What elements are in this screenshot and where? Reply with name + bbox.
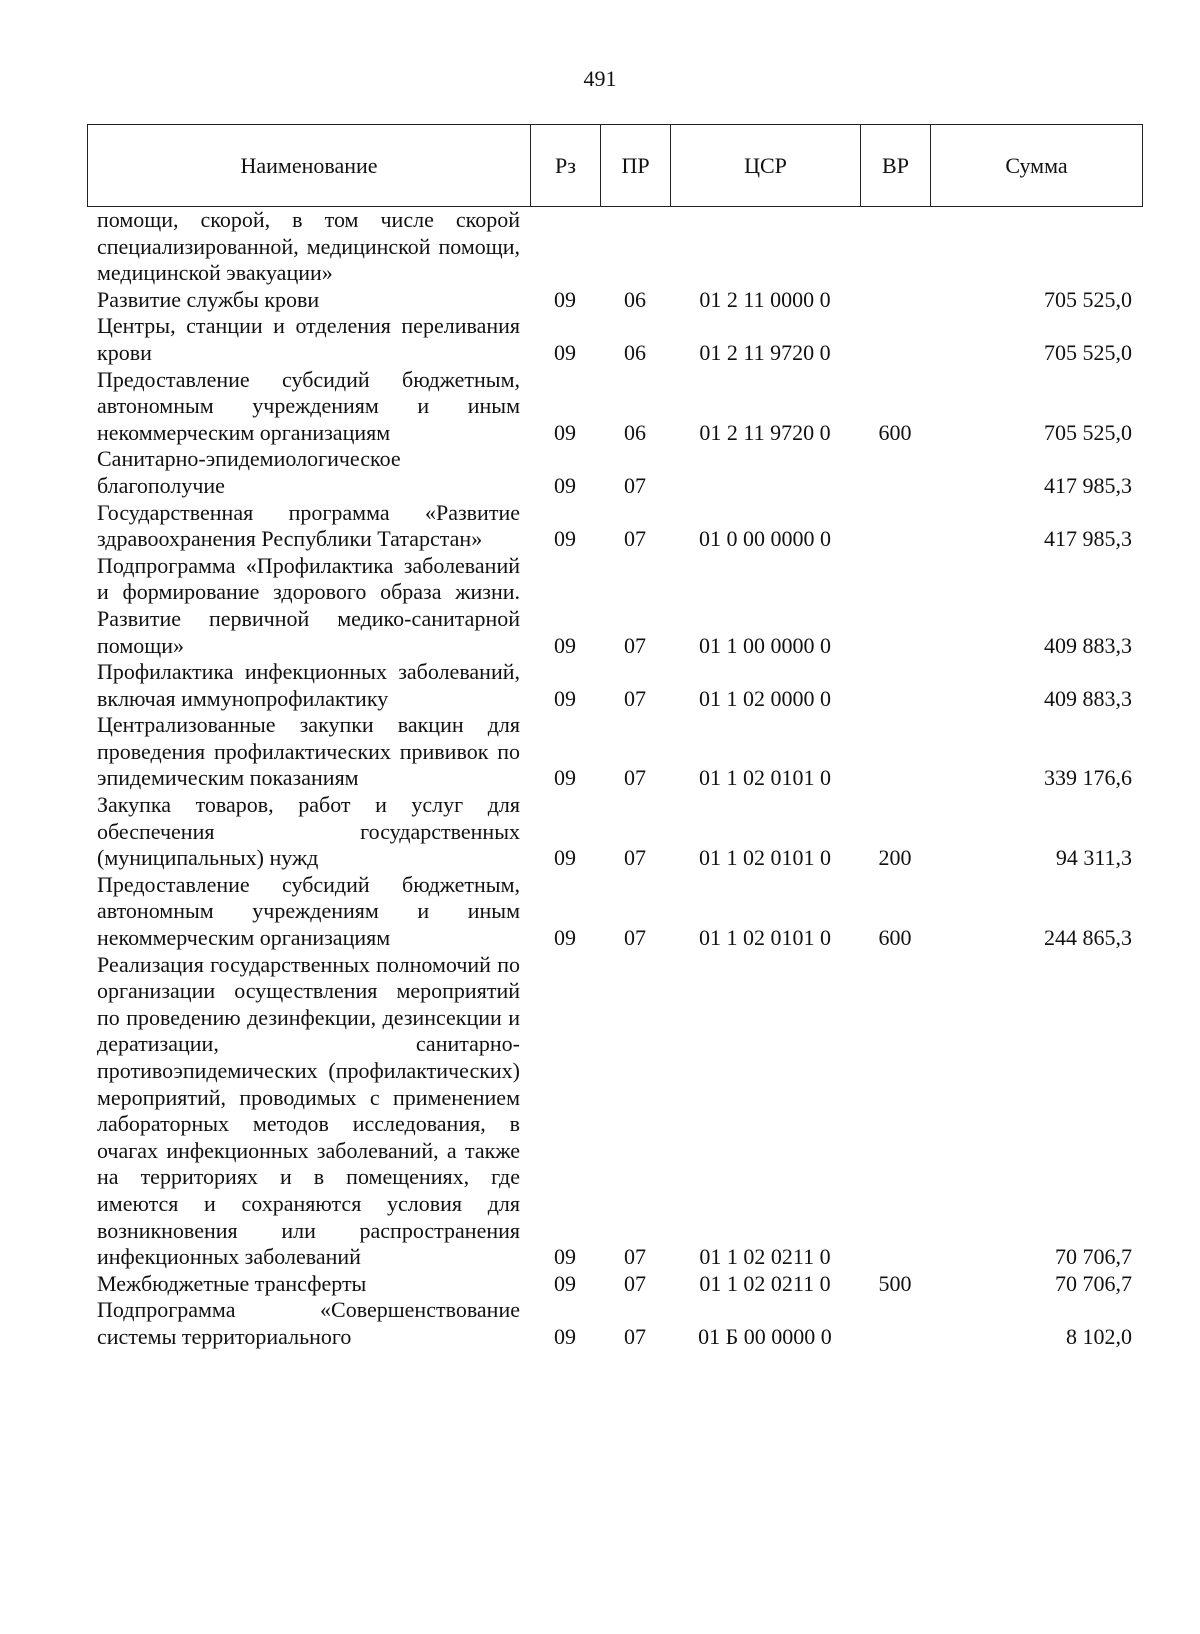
cell-name: Межбюджетные трансферты — [97, 1270, 367, 1296]
cell-pr: 07 — [624, 845, 646, 871]
cell-rz: 09 — [554, 1323, 576, 1349]
cell-sum: 417 985,3 — [1044, 472, 1132, 498]
cell-sum: 705 525,0 — [1044, 419, 1132, 445]
cell-csr: 01 2 11 0000 0 — [699, 286, 831, 312]
cell-rz: 09 — [554, 685, 576, 711]
table-row — [87, 712, 1142, 792]
cell-vr — [860, 313, 930, 366]
cell-vr: 600 — [878, 925, 912, 951]
table-row — [87, 287, 1142, 314]
page-number: 491 — [583, 66, 617, 91]
cell-pr: 07 — [624, 685, 646, 711]
cell-csr: 01 1 02 0101 0 — [699, 845, 831, 871]
cell-vr — [860, 712, 930, 792]
cell-sum: 705 525,0 — [1044, 339, 1132, 365]
cell-sum: 339 176,6 — [1044, 765, 1132, 791]
cell-sum: 8 102,0 — [1066, 1323, 1132, 1349]
cell-name: Санитарно-эпидемиологическое благополучие — [97, 446, 401, 498]
cell-sum: 409 883,3 — [1044, 685, 1132, 711]
cell-rz: 09 — [554, 472, 576, 498]
cell-vr — [860, 287, 930, 314]
table-row — [87, 367, 1142, 447]
cell-pr: 07 — [624, 1323, 646, 1349]
table-row — [87, 872, 1142, 952]
table-row — [87, 553, 1142, 659]
cell-rz: 09 — [554, 1270, 576, 1296]
cell-sum: 417 985,3 — [1044, 526, 1132, 552]
cell-sum: 94 311,3 — [1055, 845, 1132, 871]
column-header-sum: Сумма — [931, 125, 1143, 207]
cell-vr: 500 — [878, 1270, 912, 1296]
cell-pr: 06 — [624, 419, 646, 445]
cell-vr — [860, 1297, 930, 1350]
cell-rz: 09 — [554, 286, 576, 312]
cell-vr: 200 — [878, 845, 912, 871]
cell-pr: 06 — [624, 339, 646, 365]
cell-pr: 07 — [624, 1244, 646, 1270]
cell-pr — [600, 207, 670, 287]
cell-csr: 01 Б 00 0000 0 — [698, 1323, 832, 1349]
cell-name: Централизованные закупки вакцин для проведения профилактических прививок по эпидемическим показаниям — [97, 712, 520, 791]
cell-name: Государственная программа «Развитие здравоохранения Республики Татарстан» — [97, 499, 520, 552]
table-header — [87, 124, 1143, 207]
cell-name: Предоставление субсидий бюджетным, автономным учреждениям и иным некоммерческим организациям — [97, 366, 520, 445]
column-header-rz: Рз — [531, 125, 601, 207]
table-row — [87, 1271, 1142, 1298]
table-row — [87, 659, 1142, 712]
table-row — [87, 313, 1142, 366]
cell-csr: 01 1 02 0211 0 — [699, 1244, 831, 1270]
cell-csr: 01 1 02 0101 0 — [699, 765, 831, 791]
cell-rz: 09 — [554, 845, 576, 871]
cell-rz: 09 — [554, 339, 576, 365]
column-header-name: Наименование — [88, 125, 531, 207]
cell-pr: 07 — [624, 1270, 646, 1296]
cell-csr: 01 1 00 0000 0 — [699, 632, 831, 658]
cell-name: Развитие службы крови — [97, 286, 320, 312]
table-row — [87, 500, 1142, 553]
cell-name: Подпрограмма «Совершенствование системы территориального — [97, 1297, 520, 1349]
cell-csr — [670, 207, 860, 287]
cell-vr: 600 — [878, 419, 912, 445]
cell-name: Реализация государственных полномочий по организации осуществления мероприятий по проведению дезинфекции, дезинсекции и дератизации, санитарно-противоэпидемических (профилактических) мероприятий, проводимых с применением лабораторных методов исследования, в очагах инфекционных заболеваний, а также на территориях и в помещениях, где имеются и сохраняются условия для возникновения или распространения инфекционных заболеваний — [97, 951, 520, 1270]
column-header-pr: ПР — [601, 125, 671, 207]
cell-vr — [860, 659, 930, 712]
cell-pr: 07 — [624, 632, 646, 658]
cell-csr: 01 2 11 9720 0 — [699, 339, 831, 365]
cell-sum: 409 883,3 — [1044, 632, 1132, 658]
table-row — [87, 952, 1142, 1271]
column-header-csr: ЦСР — [671, 125, 861, 207]
cell-sum: 244 865,3 — [1044, 925, 1132, 951]
cell-csr: 01 2 11 9720 0 — [699, 419, 831, 445]
cell-rz: 09 — [554, 925, 576, 951]
cell-pr: 07 — [624, 765, 646, 791]
cell-csr: 01 0 00 0000 0 — [699, 526, 831, 552]
cell-sum: 705 525,0 — [1044, 286, 1132, 312]
table-row — [87, 446, 1142, 499]
cell-name: Предоставление субсидий бюджетным, автономным учреждениям и иным некоммерческим организациям — [97, 871, 520, 951]
cell-name: Закупка товаров, работ и услуг для обеспечения государственных (муниципальных) нужд — [97, 792, 520, 871]
cell-sum: 70 706,7 — [1055, 1270, 1132, 1296]
cell-rz: 09 — [554, 526, 576, 552]
cell-pr: 07 — [624, 925, 646, 951]
cell-pr: 07 — [624, 526, 646, 552]
cell-rz: 09 — [554, 1244, 576, 1270]
cell-rz: 09 — [554, 765, 576, 791]
cell-pr: 07 — [624, 472, 646, 498]
table-row — [87, 207, 1142, 287]
cell-pr: 06 — [624, 286, 646, 312]
cell-name: Подпрограмма «Профилактика заболеваний и формирование здорового образа жизни. Развитие первичной медико-санитарной помощи» — [97, 552, 520, 658]
cell-name: Профилактика инфекционных заболеваний, включая иммунопрофилактику — [97, 659, 520, 711]
table-row — [87, 792, 1142, 872]
cell-csr: 01 1 02 0101 0 — [699, 925, 831, 951]
cell-rz: 09 — [554, 419, 576, 445]
cell-vr — [860, 446, 930, 499]
cell-csr: 01 1 02 0000 0 — [699, 685, 831, 711]
cell-rz — [530, 207, 600, 287]
cell-sum: 70 706,7 — [1055, 1244, 1132, 1270]
cell-vr — [860, 553, 930, 659]
cell-name: помощи, скорой, в том числе скорой специализированной, медицинской помощи, медицинской эвакуации» — [97, 207, 520, 286]
cell-sum — [930, 207, 1142, 287]
cell-csr — [670, 446, 860, 499]
budget-table — [87, 207, 1142, 1351]
cell-rz: 09 — [554, 632, 576, 658]
cell-csr: 01 1 02 0211 0 — [699, 1270, 831, 1296]
column-header-vr: ВР — [861, 125, 931, 207]
cell-vr — [860, 207, 930, 287]
cell-vr — [860, 500, 930, 553]
cell-vr — [860, 952, 930, 1271]
cell-name: Центры, станции и отделения переливания крови — [97, 313, 520, 365]
table-row — [87, 1297, 1142, 1350]
